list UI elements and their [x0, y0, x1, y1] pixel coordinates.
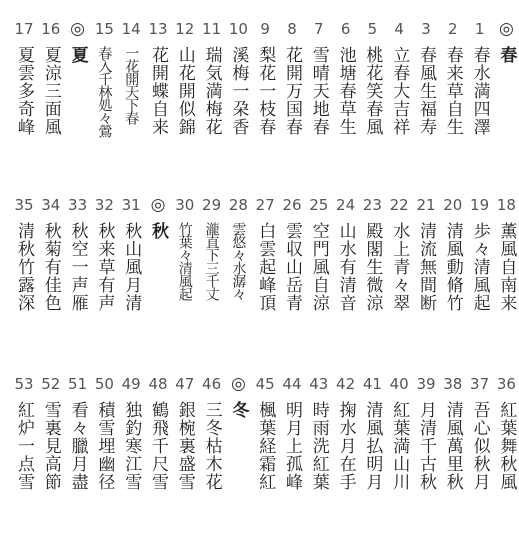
phrase-column [11, 14, 37, 136]
phrase-number: 36 [496, 375, 516, 393]
phrase-text: 雪裏見高節 [40, 401, 61, 491]
phrase-number: 18 [496, 196, 516, 214]
phrase-text: 梨花一枝春 [255, 46, 276, 136]
phrase-number: 10 [228, 20, 248, 38]
phrase-row [0, 369, 517, 539]
phrase-number: 4 [394, 20, 404, 38]
season-marker: ◎ [70, 19, 86, 39]
phrase-column [91, 190, 117, 312]
phrase-number: 26 [282, 196, 302, 214]
phrase-number: 30 [175, 196, 195, 214]
phrase-text: 看々臘月盡 [67, 401, 88, 491]
phrase-column [413, 14, 439, 136]
phrase-text: 花開蝶自来 [148, 46, 168, 136]
phrase-number: 41 [362, 375, 382, 393]
phrase-number: 22 [389, 196, 409, 214]
phrase-number: 50 [94, 375, 114, 393]
phrase-column [359, 369, 385, 491]
phrase-number: 27 [255, 196, 275, 214]
phrase-column [467, 190, 493, 312]
phrase-text: 時雨洗紅葉 [308, 401, 329, 491]
phrase-text: 歩々清風起 [469, 222, 490, 312]
phrase-number: 29 [202, 196, 222, 214]
phrase-row [0, 14, 517, 184]
phrase-number: 13 [148, 20, 168, 38]
phrase-text: 山花開似錦 [174, 46, 195, 136]
phrase-column [413, 369, 439, 491]
phrase-column [279, 14, 305, 136]
phrase-number: 11 [202, 20, 222, 38]
phrase-number: 9 [260, 20, 270, 38]
phrase-column [252, 14, 278, 136]
phrase-number: 49 [121, 375, 141, 393]
phrase-text: 紅炉一点雪 [14, 401, 34, 491]
phrase-text: 明月上孤峰 [282, 401, 302, 491]
phrase-column [386, 14, 412, 136]
phrase-column [306, 190, 332, 312]
phrase-text: 秋来草有声 [94, 222, 115, 312]
phrase-column [333, 190, 359, 312]
phrase-text: 瑞気満梅花 [201, 46, 222, 136]
phrase-text: 月清千古秋 [416, 401, 436, 491]
phrase-number: 44 [282, 375, 302, 393]
phrase-column [413, 190, 439, 312]
phrase-column [386, 369, 412, 491]
phrase-text: 瀧直下三千丈 [203, 222, 220, 300]
phrase-column [65, 190, 91, 312]
phrase-text: 夏雲多奇峰 [14, 46, 34, 136]
phrase-text: 空門風自涼 [308, 222, 329, 312]
season-label: 夏 [67, 46, 88, 64]
phrase-column [172, 14, 198, 136]
phrase-number: 5 [367, 20, 378, 38]
phrase-column [440, 190, 466, 312]
phrase-number: 24 [336, 196, 356, 214]
phrase-column [91, 369, 117, 491]
season-column [65, 14, 91, 64]
phrase-number: 23 [362, 196, 382, 214]
phrase-column [145, 14, 171, 136]
phrase-text: 三冬枯木花 [201, 401, 222, 491]
season-marker: ◎ [498, 19, 514, 39]
phrase-column [91, 14, 117, 137]
phrase-number: 34 [41, 196, 61, 214]
phrase-text: 雪晴天地春 [308, 46, 329, 136]
phrase-number: 35 [14, 196, 34, 214]
phrase-column [306, 369, 332, 491]
phrase-text: 秋菊有佳色 [40, 222, 61, 312]
phrase-number: 15 [94, 20, 114, 38]
phrase-number: 51 [68, 375, 88, 393]
phrase-number: 33 [68, 196, 88, 214]
phrase-number: 37 [470, 375, 490, 393]
phrase-text: 清流無間断 [416, 222, 436, 312]
phrase-column [333, 369, 359, 491]
phrase-text: 池塘春草生 [335, 46, 356, 136]
phrase-number: 39 [416, 375, 436, 393]
phrase-text: 水上青々翠 [389, 222, 410, 312]
phrase-column [359, 190, 385, 312]
phrase-text: 薫風自南来 [496, 222, 517, 312]
season-label: 春 [496, 46, 517, 64]
phrase-number: 6 [340, 20, 351, 38]
phrase-text: 殿閣生微涼 [362, 222, 383, 312]
phrase-number: 19 [470, 196, 490, 214]
phrase-text: 楓葉経霜紅 [255, 401, 276, 491]
phrase-column [11, 190, 37, 312]
phrase-text: 白雲起峰頂 [255, 222, 276, 312]
phrase-text: 清風動脩竹 [442, 222, 463, 312]
phrase-number: 12 [175, 20, 195, 38]
phrase-text: 春来草自生 [442, 46, 463, 136]
phrase-text: 春水満四澤 [469, 46, 490, 136]
phrase-number: 46 [202, 375, 222, 393]
phrase-text: 紅葉舞秋風 [496, 401, 517, 491]
season-marker: ◎ [230, 374, 246, 394]
phrase-text: 春風生福寿 [416, 46, 436, 136]
phrase-column [467, 14, 493, 136]
phrase-number: 14 [121, 20, 141, 38]
phrase-number: 8 [287, 20, 297, 38]
phrase-column [199, 14, 225, 136]
phrase-text: 山水有清音 [335, 222, 356, 312]
phrase-number: 17 [14, 20, 34, 38]
phrase-column [225, 14, 251, 136]
phrase-column [252, 369, 278, 491]
season-column [225, 369, 251, 419]
phrase-column [279, 190, 305, 312]
phrase-number: 40 [389, 375, 409, 393]
phrase-number: 52 [41, 375, 61, 393]
phrase-text: 鶴飛千尺雪 [148, 401, 168, 491]
phrase-text: 夏涼三面風 [40, 46, 61, 136]
phrase-column [440, 369, 466, 491]
phrase-column [38, 14, 64, 136]
phrase-number: 3 [421, 20, 431, 38]
phrase-column [279, 369, 305, 491]
phrase-text: 桃花笑春風 [362, 46, 383, 136]
phrase-text: 一花開天下春 [123, 46, 140, 124]
phrase-number: 31 [121, 196, 141, 214]
phrase-number: 42 [336, 375, 356, 393]
phrase-row [0, 190, 517, 360]
phrase-column [118, 369, 144, 491]
phrase-column [172, 369, 198, 491]
phrase-column [467, 369, 493, 491]
season-label: 冬 [228, 401, 249, 419]
phrase-text: 花開万国春 [282, 46, 302, 136]
phrase-text: 掬水月在手 [335, 401, 356, 491]
phrase-text: 紅葉満山川 [389, 401, 410, 491]
phrase-column [440, 14, 466, 136]
phrase-column [359, 14, 385, 136]
phrase-text: 竹葉々清風起 [176, 222, 193, 300]
phrase-column [38, 369, 64, 491]
phrase-text: 積雪埋幽径 [94, 401, 115, 491]
phrase-number: 7 [314, 20, 324, 38]
season-marker: ◎ [150, 195, 166, 215]
phrase-column [199, 190, 225, 300]
phrase-text: 溪梅一朶香 [228, 46, 249, 136]
phrase-text: 吾心似秋月 [469, 401, 490, 491]
phrase-text: 立春大吉祥 [389, 46, 410, 136]
phrase-number: 38 [443, 375, 463, 393]
phrase-number: 25 [309, 196, 329, 214]
phrase-column [493, 369, 519, 491]
phrase-column [386, 190, 412, 312]
phrase-column [493, 190, 519, 312]
season-label: 秋 [148, 222, 168, 240]
phrase-number: 28 [228, 196, 248, 214]
phrase-number: 45 [255, 375, 275, 393]
phrase-column [199, 369, 225, 491]
phrase-column [11, 369, 37, 491]
phrase-column [306, 14, 332, 136]
phrase-column [252, 190, 278, 312]
phrase-text: 秋空一声雁 [67, 222, 88, 312]
phrase-column [145, 369, 171, 491]
phrase-column [65, 369, 91, 491]
phrase-text: 春入千林処々鶯 [96, 46, 113, 137]
phrase-number: 16 [41, 20, 61, 38]
phrase-number: 20 [443, 196, 463, 214]
phrase-column [118, 14, 144, 124]
phrase-number: 43 [309, 375, 329, 393]
phrase-number: 21 [416, 196, 436, 214]
phrase-number: 47 [175, 375, 195, 393]
phrase-column [333, 14, 359, 136]
phrase-text: 清秋竹露深 [14, 222, 34, 312]
phrase-column [225, 190, 251, 300]
phrase-column [38, 190, 64, 312]
phrase-column [172, 190, 198, 300]
phrase-number: 53 [14, 375, 34, 393]
season-column [145, 190, 171, 240]
phrase-number: 1 [474, 20, 485, 38]
phrase-text: 秋山風月清 [121, 222, 142, 312]
season-column [493, 14, 519, 64]
phrase-number: 2 [448, 20, 458, 38]
phrase-text: 雲収山岳青 [282, 222, 302, 312]
phrase-text: 雲悠々水潺々 [230, 222, 247, 300]
phrase-number: 32 [94, 196, 114, 214]
phrase-text: 清風萬里秋 [442, 401, 463, 491]
phrase-text: 独釣寒江雪 [121, 401, 142, 491]
phrase-text: 清風払明月 [362, 401, 383, 491]
phrase-column [118, 190, 144, 312]
phrase-number: 48 [148, 375, 168, 393]
phrase-text: 銀椀裏盛雪 [174, 401, 195, 491]
